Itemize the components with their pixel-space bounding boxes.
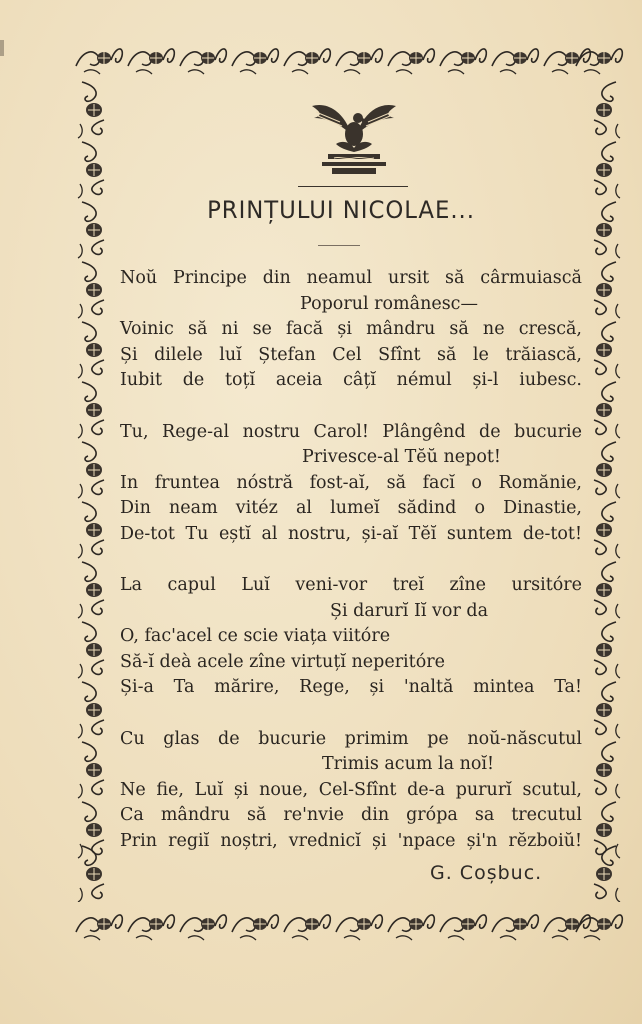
floral-border-left [74, 80, 116, 902]
poem-line: Privesce-al Tĕŭ nepot! [302, 447, 501, 467]
poem-line: Iubit de toțĭ aceia câțĭ némul și-l iubesc. [120, 370, 582, 390]
poem-line: Tu, Rege-al nostru Carol! Plângênd de bucurie [120, 421, 582, 442]
title-rule [298, 186, 408, 187]
eagle-crest-icon [306, 96, 402, 186]
poem-line: Cu glas de bucurie primim pe noŭ-născutul [120, 728, 582, 749]
poem-line: Și darurĭ Iĭ vor da [330, 600, 489, 621]
floral-border-bottom [74, 902, 624, 944]
poem-body [120, 266, 582, 880]
floral-border-right [582, 80, 624, 902]
stanza-3 [120, 573, 582, 701]
page-edge-mark [0, 40, 4, 56]
poem-title: PRINȚULUI NICOLAE... [207, 196, 475, 224]
poem-line: Să-ĭ deà acele zîne virtuțĭ neperitóre [120, 651, 445, 672]
stanza-1 [120, 266, 582, 394]
poem-line: Trimis acum la noĭ! [322, 754, 495, 774]
title-divider [318, 245, 360, 246]
poem-line: Prin regiĭ noștri, vrednicĭ și 'npace și'n rĕzboiŭ! [120, 830, 582, 851]
poem-line: De-tot Tu eștĭ al nostru, și-aĭ Tĕĭ suntem de-tot! [120, 523, 582, 544]
author-signature: G. Coșbuc. [430, 862, 543, 884]
poem-line: Din neam vitéz al lumeĭ sădind o Dinastie, [120, 498, 582, 518]
poem-line: O, fac'acel ce scie viața viitóre [120, 626, 391, 646]
poem-line: Ca mândru să re'nvie din grópa sa trecutul [120, 805, 582, 825]
poem-line: Poporul românesc— [300, 293, 478, 314]
poem-line: Noŭ Principe din neamul ursit să cârmuiască [120, 268, 582, 288]
poem-line: Ne fie, Luĭ și noue, Cel-Sfînt de-a pururĭ scutul, [120, 779, 582, 800]
poem-line: Și dilele luĭ Ștefan Cel Sfînt să le trăiască, [120, 344, 582, 365]
stanza-4 [120, 727, 582, 855]
stanza-2 [120, 420, 582, 548]
poem-line: Și-a Ta mărire, Rege, și 'naltă mintea Ta! [120, 677, 582, 697]
floral-border-top [74, 38, 624, 80]
poem-line: La capul Luĭ veni-vor treĭ zîne ursitóre [120, 575, 582, 595]
poem-line: Voinic să ni se facă și mândru să ne crescă, [120, 319, 582, 339]
poem-line: In fruntea nóstră fost-aĭ, să facĭ o Romănie, [120, 472, 582, 493]
